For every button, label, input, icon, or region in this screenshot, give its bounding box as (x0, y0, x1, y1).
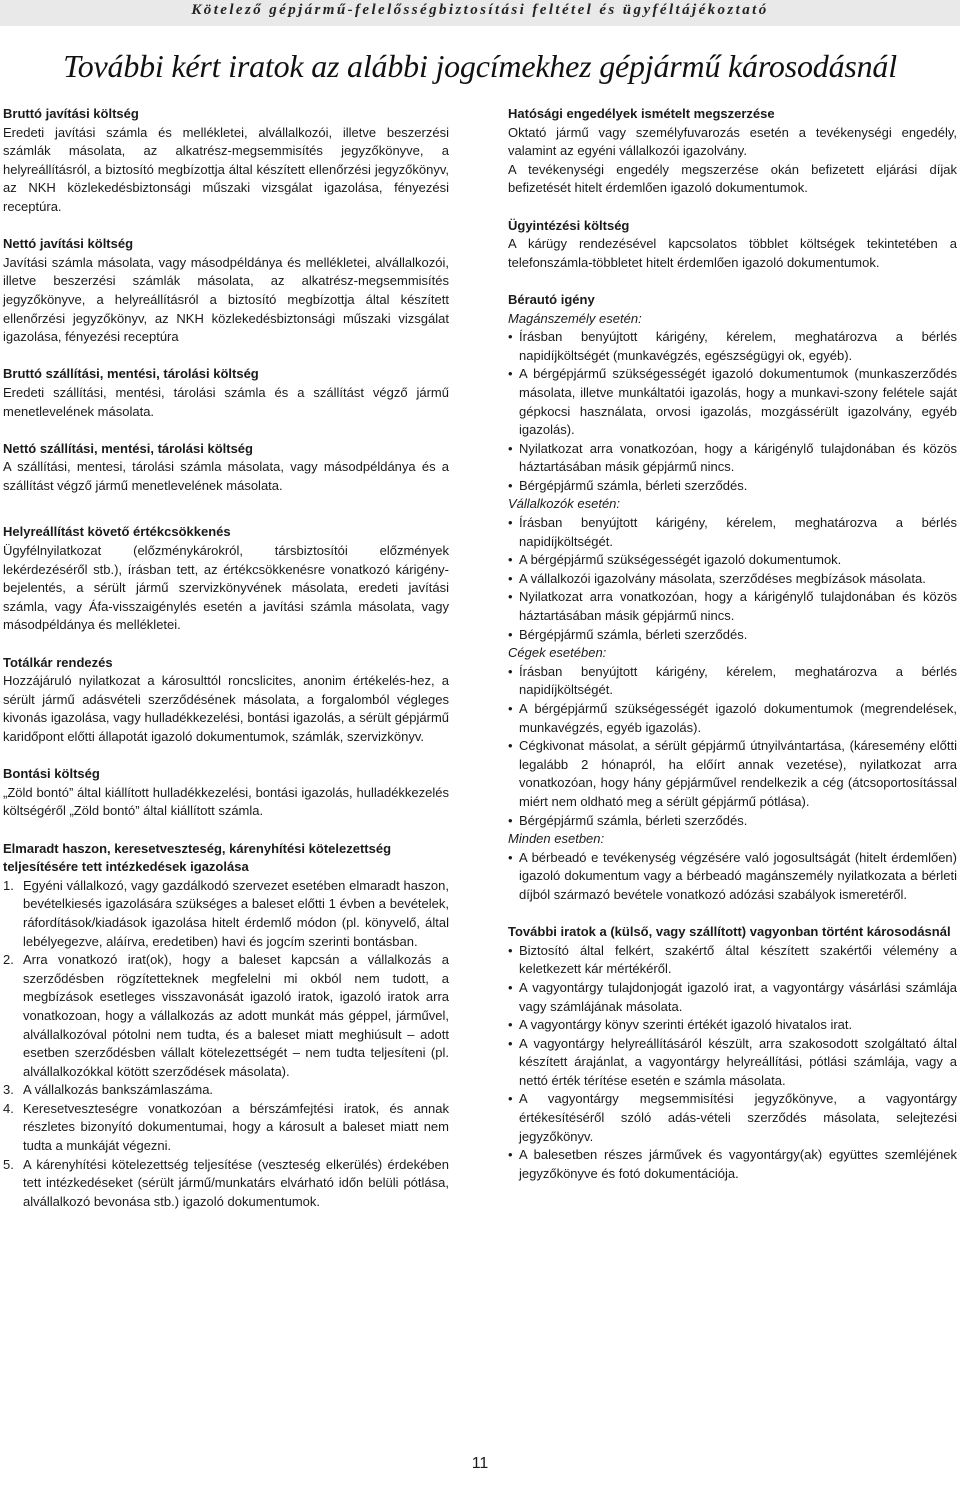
list-number: 4. (3, 1100, 14, 1116)
section-text: Eredeti szállítási, mentési, tárolási számla és a szállítást végző jármű menetlevelének másolata. (3, 384, 449, 419)
section-title: Bérautó igény (508, 291, 595, 307)
list-item: • Írásban benyújtott kárigény, kérelem, meghatározva a bérlés napidíjköltségét (munkavégzés, egészségügyi ok, egyéb). (508, 328, 957, 365)
section-netto-javitasi (3, 235, 449, 347)
section-text: A szállítási, mentesi, tárolási számla másolata, vagy másodpéldánya és a szállítást végző jármű menetlevelének másolata. (3, 459, 449, 493)
section-title: Elmaradt haszon, keresetveszteség, kárenyhítési kötelezettség teljesítésére tett intézkedések igazolása (3, 840, 392, 875)
list-number: 5. (3, 1156, 14, 1172)
subheading: Cégek esetében: (508, 645, 607, 661)
section-title: Nettó szállítási, mentési, tárolási költség (3, 440, 253, 456)
list-item: • A vagyontárgy könyv szerinti értékét igazoló hivatalos irat. (508, 1016, 957, 1035)
list-item: • Írásban benyújtott kárigény, kérelem, meghatározva a bérlés napidíjköltségét. (508, 663, 957, 700)
list-item (3, 951, 449, 1081)
section-text: A kárügy rendezésével kapcsolatos többlet költségek tekintetében a telefonszámla-többletet hitelt érdemlően igazoló dokumentumok. (508, 236, 957, 270)
list-item: • Biztosító által felkért, szakértő által készített szakértői vélemény a keletkezett kár mértékéről. (508, 942, 957, 979)
section-title: Helyreállítást követő értékcsökkenés (3, 524, 231, 540)
running-title: Kötelező gépjármű-felelősségbiztosítási feltétel és ügyféltájékoztató (0, 0, 960, 26)
list-item: • Bérgépjármű számla, bérleti szerződés. (508, 812, 957, 831)
list-item: • Írásban benyújtott kárigény, kérelem, meghatározva a bérlés napidíjköltségét. (508, 514, 957, 551)
section-elmaradt-haszon (3, 840, 449, 1212)
list-text: Egyéni vállalkozó, vagy gazdálkodó szervezet esetében elmaradt haszon, bevételkiesés igazolására szükséges a baleset előtti 1 évben a bevételek, ráfordítások/kiadások igazolása hitelt érdemlő módon (pl. könyvelő, által lebélyegezve, aláírva, eredetiben) havi és jogcím szerinti bontásban. (23, 877, 449, 949)
list-item: • A vagyontárgy tulajdonjogát igazoló irat, a vagyontárgy vásárlási számlája vagy számlájának másolata. (508, 979, 957, 1016)
list-number: 3. (3, 1082, 14, 1098)
bullet-list (508, 514, 957, 644)
section-title: További iratok a (külső, vagy szállított) vagyonban történt károsodásnál (508, 924, 951, 940)
left-column (3, 105, 449, 1211)
list-item: • A bérgépjármű szükségességét igazoló dokumentumok (megrendelések, munkavégzés, egyéb igazolás). (508, 700, 957, 737)
section-title: Nettó javítási költség (3, 236, 134, 252)
section-title: Ügyintézési költség (508, 217, 630, 233)
section-title: Hatósági engedélyek ismételt megszerzése (508, 106, 775, 121)
section-title: Totálkár rendezés (3, 654, 113, 670)
list-item (3, 1081, 449, 1100)
list-item: • A bérgépjármű szükségességét igazoló dokumentumok. (508, 551, 957, 570)
section-title: Bontási költség (3, 766, 100, 782)
section-title: Bruttó szállítási, mentési, tárolási költség (3, 366, 259, 382)
bullet-list (508, 328, 957, 495)
list-item: • A balesetben részes járművek és vagyontárgy(ak) együttes szemléjének jegyzőkönyve és fotó dokumentációja. (508, 1146, 957, 1183)
list-text: Keresetveszteségre vonatkozóan a bérszámfejtési iratok, és annak részletes bizonyító dokumentumai, hogy a károsult a baleset miatt nem tudta a munkáját végezni. (23, 1100, 449, 1154)
section-bontasi (3, 765, 449, 821)
list-item: • A vállalkozói igazolvány másolata, szerződéses megbízások másolata. (508, 570, 957, 589)
list-text: A kárenyhítési kötelezettség teljesítése (veszteség elkerülés) érdekében tett intézkedéseket (sérült jármű/munkatárs elvárható időn belüli pótlása, alvállalkozó bevonása stb.) igazoló dokumentumok. (23, 1156, 449, 1209)
section-brutto-javitasi (3, 105, 449, 217)
section-text: A tevékenységi engedély megszerzése okán befizetett eljárási díjak befizetését hitelt érdemlően igazoló dokumentumok. (508, 161, 957, 196)
list-item: • Nyilatkozat arra vonatkozóan, hogy a kárigénylő tulajdonában és közös háztartásában másik gépjármű nincs. (508, 588, 957, 625)
section-tovabbi-iratok (508, 923, 957, 1183)
section-text: Hozzájáruló nyilatkozat a károsulttól roncslicites, anonim értékelés-hez, a sérült jármű adásvételi szerződésének másolata, a forgalomból végleges kivonás igazolása, vagy hulladékkezelési, bontási igazolás, a sérült gépjármű karidőpont előtti állapotát igazoló dokumentumok, számlák, szervizkönyv. (3, 673, 449, 744)
section-text: Oktató jármű vagy személyfuvarozás esetén a tevékenységi engedély, valamint az egyéni vállalkozói igazolvány. (508, 124, 957, 159)
list-number: 1. (3, 877, 14, 893)
section-text: „Zöld bontó” által kiállított hulladékkezelési, bontási igazolás, hulladékkezelés költségéről „Zöld bontó” által kiállított számla. (3, 784, 449, 819)
section-totalkar (3, 654, 449, 747)
list-item: • A bérgépjármű szükségességét igazoló dokumentumok (munkaszerződés másolata, illetve munkáltatói igazolás, hogy a munkavi-szony felételе saját gépkocsi használata, orvosi igazolás, mozgássérült igazolvány, egyéb igazolás). (508, 365, 957, 439)
list-item: • Nyilatkozat arra vonatkozóan, hogy a kárigénylő tulajdonában és közös háztartásában másik gépjármű nincs. (508, 440, 957, 477)
list-item (3, 1156, 449, 1212)
section-title: Bruttó javítási költség (3, 106, 139, 121)
section-hatosagi-engedelyek (508, 105, 957, 198)
list-item (3, 877, 449, 951)
list-item: • Bérgépjármű számla, bérleti szerződés. (508, 477, 957, 496)
list-item: • Bérgépjármű számla, bérleti szerződés. (508, 626, 957, 645)
section-text: Eredeti javítási számla és mellékletei, alvállalkozói, illetve beszerzési számlák másolata, az alkatrész-megsemmisítés jegyzőkönyve, a helyreállításról, a biztosító megbízottja által készített ellenőrzési jegyzőkönyv, az NKH közlekedésbiztonsági műszaki vizsgálat igazolása, fényezési receptúra. (3, 124, 449, 214)
section-netto-szallitasi (3, 440, 449, 496)
numbered-list (3, 877, 449, 1212)
bullet-list (508, 849, 957, 905)
list-text: Arra vonatkozó irat(ok), hogy a baleset kapcsán a vállalkozás a szerződésben rögzítetteknek megfelelni mi okból nem tudott, a megbízások esetleges visszavonását igazoló iratok, igazoló iratok arra vonatkozoan, hogy a vállalkozás az adott munkát más géppel, járművel, alvállalkozóval pótolni nem tudta, és a baleset miatt meghiúsult – adott esetben szerződésben vállalt kötelezettségét – nem tudta teljesíteni (pl. alvállalkozókkal kötött szerződések másolata). (23, 952, 449, 1079)
list-item: • A vagyontárgy megsemmisítési jegyzőkönyve, a vagyontárgy értékesítéséről szóló adás-vételi szerződés másolata, selejtezési jegyzőkönyv. (508, 1090, 957, 1146)
subheading: Minden esetben: (508, 831, 605, 847)
subheading: Magánszemély esetén: (508, 310, 642, 326)
list-text: A vállalkozás bankszámlaszáma. (23, 1082, 214, 1098)
list-number: 2. (3, 952, 14, 968)
section-text: Javítási számla másolata, vagy másodpéldánya és mellékletei, alvállalkozói, illetve beszerzési számlák másolata, az alkatrész-megsemmisítés jegyzőkönyve, a helyreállításról a biztosító megbízottja által készített ellenőrzési jegyzőkönyv, az NKH közlekedésbiztonsági műszaki vizsgálat igazolása, fényezési receptúra (3, 254, 449, 345)
section-brutto-szallitasi (3, 365, 449, 421)
section-ertekcsokkenes (3, 523, 449, 635)
list-item: • A bérbeadó e tevékenység végzésére való jogosultságát (hitelt érdemlően) igazoló dokumentum vagy a bérbeadó magánszemély nyilatkozata a bérleti díjból származó bevétele vonatkozó adózási szabályok ismeretéről. (508, 849, 957, 905)
list-item (3, 1100, 449, 1156)
list-item: • A vagyontárgy helyreállításáról készült, arra szakosodott szolgáltató által készített árajánlat, a vagyontárgy helyreállítási, pótlási számlája, vagy a nettó érték térítése esetén e számla másolata. (508, 1035, 957, 1091)
bullet-list (508, 663, 957, 830)
page-number: 11 (471, 1455, 489, 1472)
section-ugyintezesi (508, 217, 957, 273)
page-title: További kért iratok az alábbi jogcímekhez gépjármű károsodásnál (63, 48, 897, 84)
subheading: Vállalkozók esetén: (508, 496, 621, 512)
list-item: • Cégkivonat másolat, a sérült gépjármű útnyilvántartása, (káresemény előtti legalább 2 hónapról, ha előírt annak vezetése), nyilatkozat arra vonatkozóan, hogy hány gépjárművel rendelkezik a cég (átcsoportosítással miért nem oldható meg a sérült gépjármű pótlása). (508, 737, 957, 811)
section-berauto (508, 291, 957, 905)
bullet-list (508, 942, 957, 1184)
section-text: Ügyfélnyilatkozat (előzménykárokról, társbiztosítói előzmények lekérdezéséről stb.), írásban tett, az értékcsökkenésre vonatkozó kárigény-bejelentés, a sérült jármű szervizkönyvének másolata, eredeti javítási számla, vagy Áfa-visszaigénylés esetén a javítási számla másolata, vagy másodpéldánya és mellékletei. (3, 543, 449, 633)
right-column (508, 105, 957, 1183)
